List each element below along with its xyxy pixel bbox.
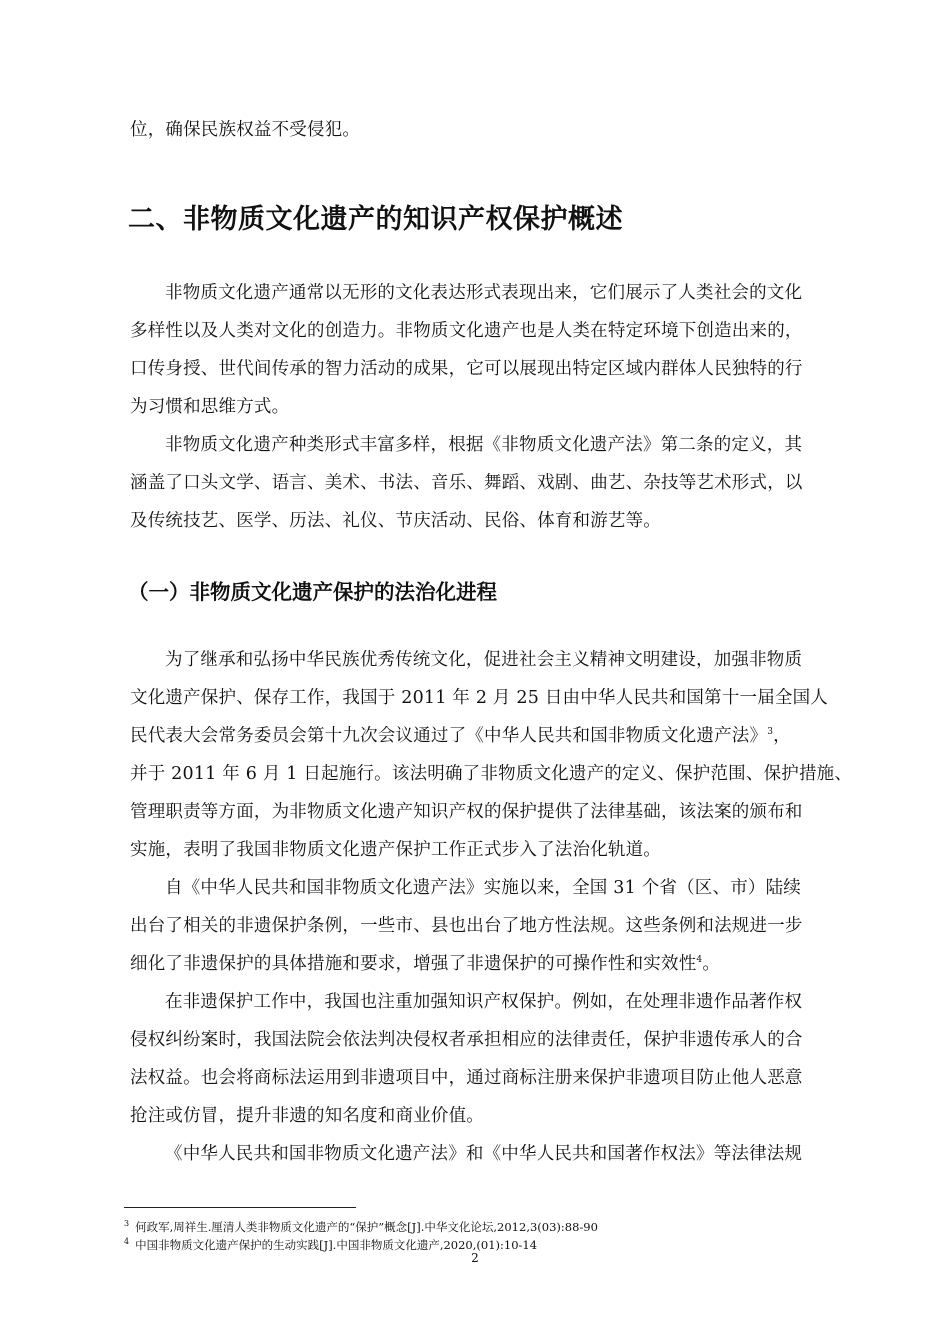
footnote-text: 何政军,周祥生.厘清人类非物质文化遗产的“保护”概念[J].中华文化论坛,2012,3(03):88-90 — [135, 1219, 598, 1234]
paragraph-2-line: 及传统技艺、医学、历法、礼仪、节庆活动、民俗、体育和游艺等。 — [130, 511, 661, 531]
paragraph-4-punct: 。 — [702, 954, 721, 974]
paragraph-1-line: 为习惯和思维方式。 — [130, 397, 290, 417]
footnote-mark: 3 — [124, 1219, 130, 1228]
paragraph-1-line: 多样性以及人类对文化的创造力。非物质文化遗产也是人类在特定环境下创造出来的， — [130, 321, 803, 341]
paragraph-5-line: 在非遗保护工作中，我国也注重加强知识产权保护。例如，在处理非遗作品著作权 — [165, 992, 803, 1012]
footnote-text: 中国非物质文化遗产保护的生动实践[J].中国非物质文化遗产,2020,(01):10-14 — [135, 1237, 538, 1252]
paragraph-3-punct: ， — [773, 726, 791, 746]
paragraph-4-text: 细化了非遗保护的具体措施和要求，增强了非遗保护的可操作性和实效性 — [130, 954, 697, 974]
paragraph-3-line: 并于 2011 年 6 月 1 日起施行。该法明确了非物质文化遗产的定义、保护范围、保护措施、 — [130, 764, 853, 784]
footnote-separator — [124, 1207, 356, 1208]
footnote-mark: 4 — [124, 1237, 130, 1246]
paragraph-2-line: 涵盖了口头文学、语言、美术、书法、音乐、舞蹈、戏剧、曲艺、杂技等艺术形式，以 — [130, 473, 803, 493]
paragraph-4-line: 自《中华人民共和国非物质文化遗产法》实施以来，全国 31 个省（区、市）陆续 — [165, 878, 801, 898]
paragraph-5-line: 侵权纠纷案时，我国法院会依法判决侵权者承担相应的法律责任，保护非遗传承人的合 — [130, 1030, 803, 1050]
paragraph-3-line: 文化遗产保护、保存工作，我国于 2011 年 2 月 25 日由中华人民共和国第十一届全国人 — [130, 688, 829, 708]
paragraph-3-text: 民代表大会常务委员会第十九次会议通过了《中华人民共和国非物质文化遗产法》 — [130, 726, 768, 746]
page-number: 2 — [471, 1251, 479, 1265]
footnote-ref[interactable]: 3 — [767, 727, 774, 738]
paragraph-4-line: 出台了相关的非遗保护条例，一些市、县也出台了地方性法规。这些条例和法规进一步 — [130, 916, 803, 936]
paragraph-3-line: 实施，表明了我国非物质文化遗产保护工作正式步入了法治化轨道。 — [130, 840, 661, 860]
paragraph-6-line: 《中华人民共和国非物质文化遗产法》和《中华人民共和国著作权法》等法律法规 — [165, 1144, 803, 1164]
paragraph-1-line: 非物质文化遗产通常以无形的文化表达形式表现出来，它们展示了人类社会的文化 — [165, 283, 803, 303]
paragraph-4-line — [130, 952, 720, 976]
footnote — [124, 1234, 537, 1253]
section-heading: 二、非物质文化遗产的知识产权保护概述 — [128, 204, 623, 235]
paragraph-3-line: 为了继承和弘扬中华民族优秀传统文化，促进社会主义精神文明建设，加强非物质 — [165, 650, 803, 670]
paragraph-5-line: 抢注或仿冒，提升非遗的知名度和商业价值。 — [130, 1106, 484, 1126]
footnote-ref[interactable]: 4 — [696, 955, 703, 966]
paragraph-1-line: 口传身授、世代间传承的智力活动的成果，它可以展现出特定区域内群体人民独特的行 — [130, 359, 803, 379]
paragraph-continuation: 位，确保民族权益不受侵犯。 — [130, 120, 361, 140]
footnote — [124, 1216, 598, 1235]
paragraph-3-line — [130, 724, 791, 748]
paragraph-3-line: 管理职责等方面，为非物质文化遗产知识产权的保护提供了法律基础，该法案的颁布和 — [130, 802, 803, 822]
paragraph-5-line: 法权益。也会将商标法运用到非遗项目中，通过商标注册来保护非遗项目防止他人恶意 — [130, 1068, 803, 1088]
paragraph-2-line: 非物质文化遗产种类形式丰富多样，根据《非物质文化遗产法》第二条的定义，其 — [165, 435, 803, 455]
subsection-heading: （一）非物质文化遗产保护的法治化进程 — [128, 580, 497, 604]
